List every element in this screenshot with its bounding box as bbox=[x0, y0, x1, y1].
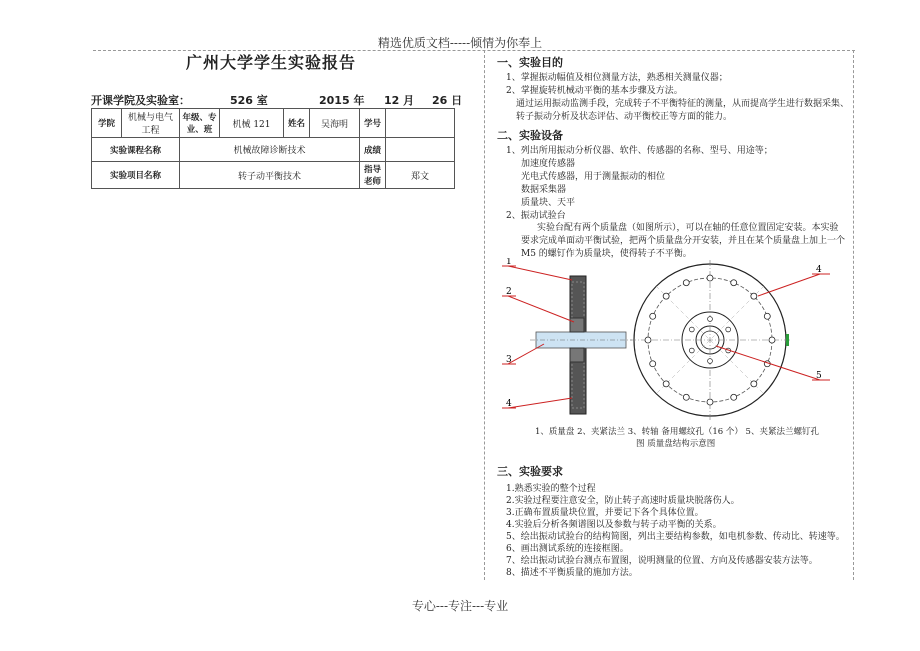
s3-line: 4.实验后分析各频谱图以及参数与转子动平衡的关系。 bbox=[506, 520, 722, 530]
day: 26 日 bbox=[432, 94, 463, 107]
s2-line: M5 的螺钉作为质量块，使得转子不平衡。 bbox=[521, 249, 692, 259]
threaded-hole bbox=[650, 361, 656, 367]
course-value: 机械故障诊断技术 bbox=[180, 138, 360, 162]
page-footer: 专心---专注---专业 bbox=[411, 599, 509, 613]
threaded-hole bbox=[645, 337, 651, 343]
s2-line: 1、列出所用振动分析仪器、软件、传感器的名称、型号、用途等； bbox=[506, 146, 773, 156]
s2-line: 数据采集器 bbox=[521, 185, 567, 195]
leader-line bbox=[758, 274, 820, 296]
project-value: 转子动平衡技术 bbox=[180, 162, 360, 189]
threaded-hole bbox=[769, 337, 775, 343]
flange-screw-hole bbox=[708, 317, 713, 322]
label-4: 4 bbox=[506, 399, 512, 409]
s2-line: 实验台配有两个质量盘（如图所示），可以在轴的任意位置固定安装。本实验 bbox=[537, 223, 839, 233]
threaded-hole bbox=[751, 293, 757, 299]
threaded-hole bbox=[731, 280, 737, 286]
year: 2015 年 bbox=[319, 94, 365, 107]
label-3: 3 bbox=[506, 355, 512, 365]
label-2: 2 bbox=[506, 287, 512, 297]
leader-line bbox=[508, 398, 572, 408]
s1-line: 转子振动分析及状态评估、动平衡校正等方面的能力。 bbox=[516, 112, 733, 122]
project-label: 实验项目名称 bbox=[92, 162, 180, 189]
section-1-title: 一、实验目的 bbox=[497, 56, 563, 69]
threaded-hole bbox=[764, 313, 770, 319]
name-value: 吴海明 bbox=[310, 109, 360, 138]
teacher-value: 郑文 bbox=[386, 162, 455, 189]
leader-line bbox=[508, 266, 572, 280]
threaded-hole bbox=[650, 313, 656, 319]
leader-line bbox=[508, 344, 544, 364]
s1-line: 2、掌握旋转机械动平衡的基本步骤及方法。 bbox=[506, 86, 683, 96]
leader-line bbox=[508, 296, 574, 322]
s3-line: 1.熟悉实验的整个过程 bbox=[506, 484, 596, 494]
flange-screw-hole bbox=[689, 348, 694, 353]
diagram-caption-legend: 1、质量盘 2、夹紧法兰 3、转轴 备用螺纹孔（16 个） 5、夹紧法兰螺钉孔 bbox=[535, 427, 819, 437]
name-label: 姓名 bbox=[284, 109, 310, 138]
right-border bbox=[853, 50, 854, 580]
green-marker bbox=[786, 334, 789, 346]
threaded-hole bbox=[683, 394, 689, 400]
threaded-hole bbox=[663, 293, 669, 299]
leader-line bbox=[716, 346, 820, 380]
s2-line: 光电式传感器，用于测量振动的相位 bbox=[521, 172, 666, 182]
course-label: 实验课程名称 bbox=[92, 138, 180, 162]
page-header: 精选优质文档-----倾情为你奉上 bbox=[377, 36, 543, 50]
column-divider bbox=[484, 50, 485, 580]
threaded-hole bbox=[663, 381, 669, 387]
s3-line: 5、绘出振动试验台的结构简图，列出主要结构参数，如电机参数、传动比、转速等。 bbox=[506, 532, 845, 542]
s3-line: 6、画出测试系统的连接框图。 bbox=[506, 544, 629, 554]
clamp-flange-bottom bbox=[570, 348, 584, 362]
diagram-caption-title: 图 质量盘结构示意图 bbox=[636, 439, 716, 449]
college-value: 机械与电气工程 bbox=[122, 109, 180, 138]
label-1: 1 bbox=[506, 258, 512, 267]
section-3-title: 三、实验要求 bbox=[497, 465, 563, 478]
lab-label: 开课学院及实验室： bbox=[91, 94, 190, 107]
s1-line: 通过运用振动监测手段，完成转子不平衡特征的测量，从而提高学生进行数据采集、 bbox=[516, 99, 850, 109]
mass-disc-diagram bbox=[500, 258, 852, 426]
score-value bbox=[386, 138, 455, 162]
label-5: 5 bbox=[816, 371, 822, 381]
college-label: 学院 bbox=[92, 109, 122, 138]
threaded-hole bbox=[683, 280, 689, 286]
label-4-right: 4 bbox=[816, 265, 822, 275]
s2-line: 要求完成单面动平衡试验，把两个质量盘分开安装，并且在某个质量盘上加上一个 bbox=[521, 236, 846, 246]
grade-value: 机械 121 bbox=[220, 109, 284, 138]
room: 526 室 bbox=[230, 94, 268, 107]
s3-line: 3.正确布置质量块位置，并要记下各个具体位置。 bbox=[506, 508, 704, 518]
flange-screw-hole bbox=[726, 327, 731, 332]
teacher-label: 指导老师 bbox=[360, 162, 386, 189]
s3-line: 7、绘出振动试验台测点布置图，说明测量的位置、方向及传感器安装方法等。 bbox=[506, 556, 818, 566]
s1-line: 1、掌握振动幅值及相位测量方法，熟悉相关测量仪器； bbox=[506, 73, 728, 83]
student-info-table bbox=[91, 108, 455, 189]
section-2-title: 二、实验设备 bbox=[497, 129, 563, 142]
id-label: 学号 bbox=[360, 109, 386, 138]
s3-line: 2.实验过程要注意安全，防止转子高速时质量块脱落伤人。 bbox=[506, 496, 740, 506]
s3-line: 8、描述不平衡质量的施加方法。 bbox=[506, 568, 638, 578]
threaded-hole bbox=[751, 381, 757, 387]
info-row bbox=[91, 92, 461, 106]
threaded-hole bbox=[707, 399, 713, 405]
flange-screw-hole bbox=[689, 327, 694, 332]
flange-screw-hole bbox=[708, 359, 713, 364]
s2-line: 2、振动试验台 bbox=[506, 211, 566, 221]
id-value bbox=[386, 109, 455, 138]
s2-line: 加速度传感器 bbox=[521, 159, 576, 169]
grade-label: 年级、专业、班 bbox=[180, 109, 220, 138]
threaded-hole bbox=[707, 275, 713, 281]
month: 12 月 bbox=[384, 94, 415, 107]
clamp-flange-top bbox=[570, 318, 584, 332]
s2-line: 质量块、天平 bbox=[521, 198, 576, 208]
report-title: 广州大学学生实验报告 bbox=[186, 53, 357, 72]
threaded-hole bbox=[731, 394, 737, 400]
score-label: 成绩 bbox=[360, 138, 386, 162]
